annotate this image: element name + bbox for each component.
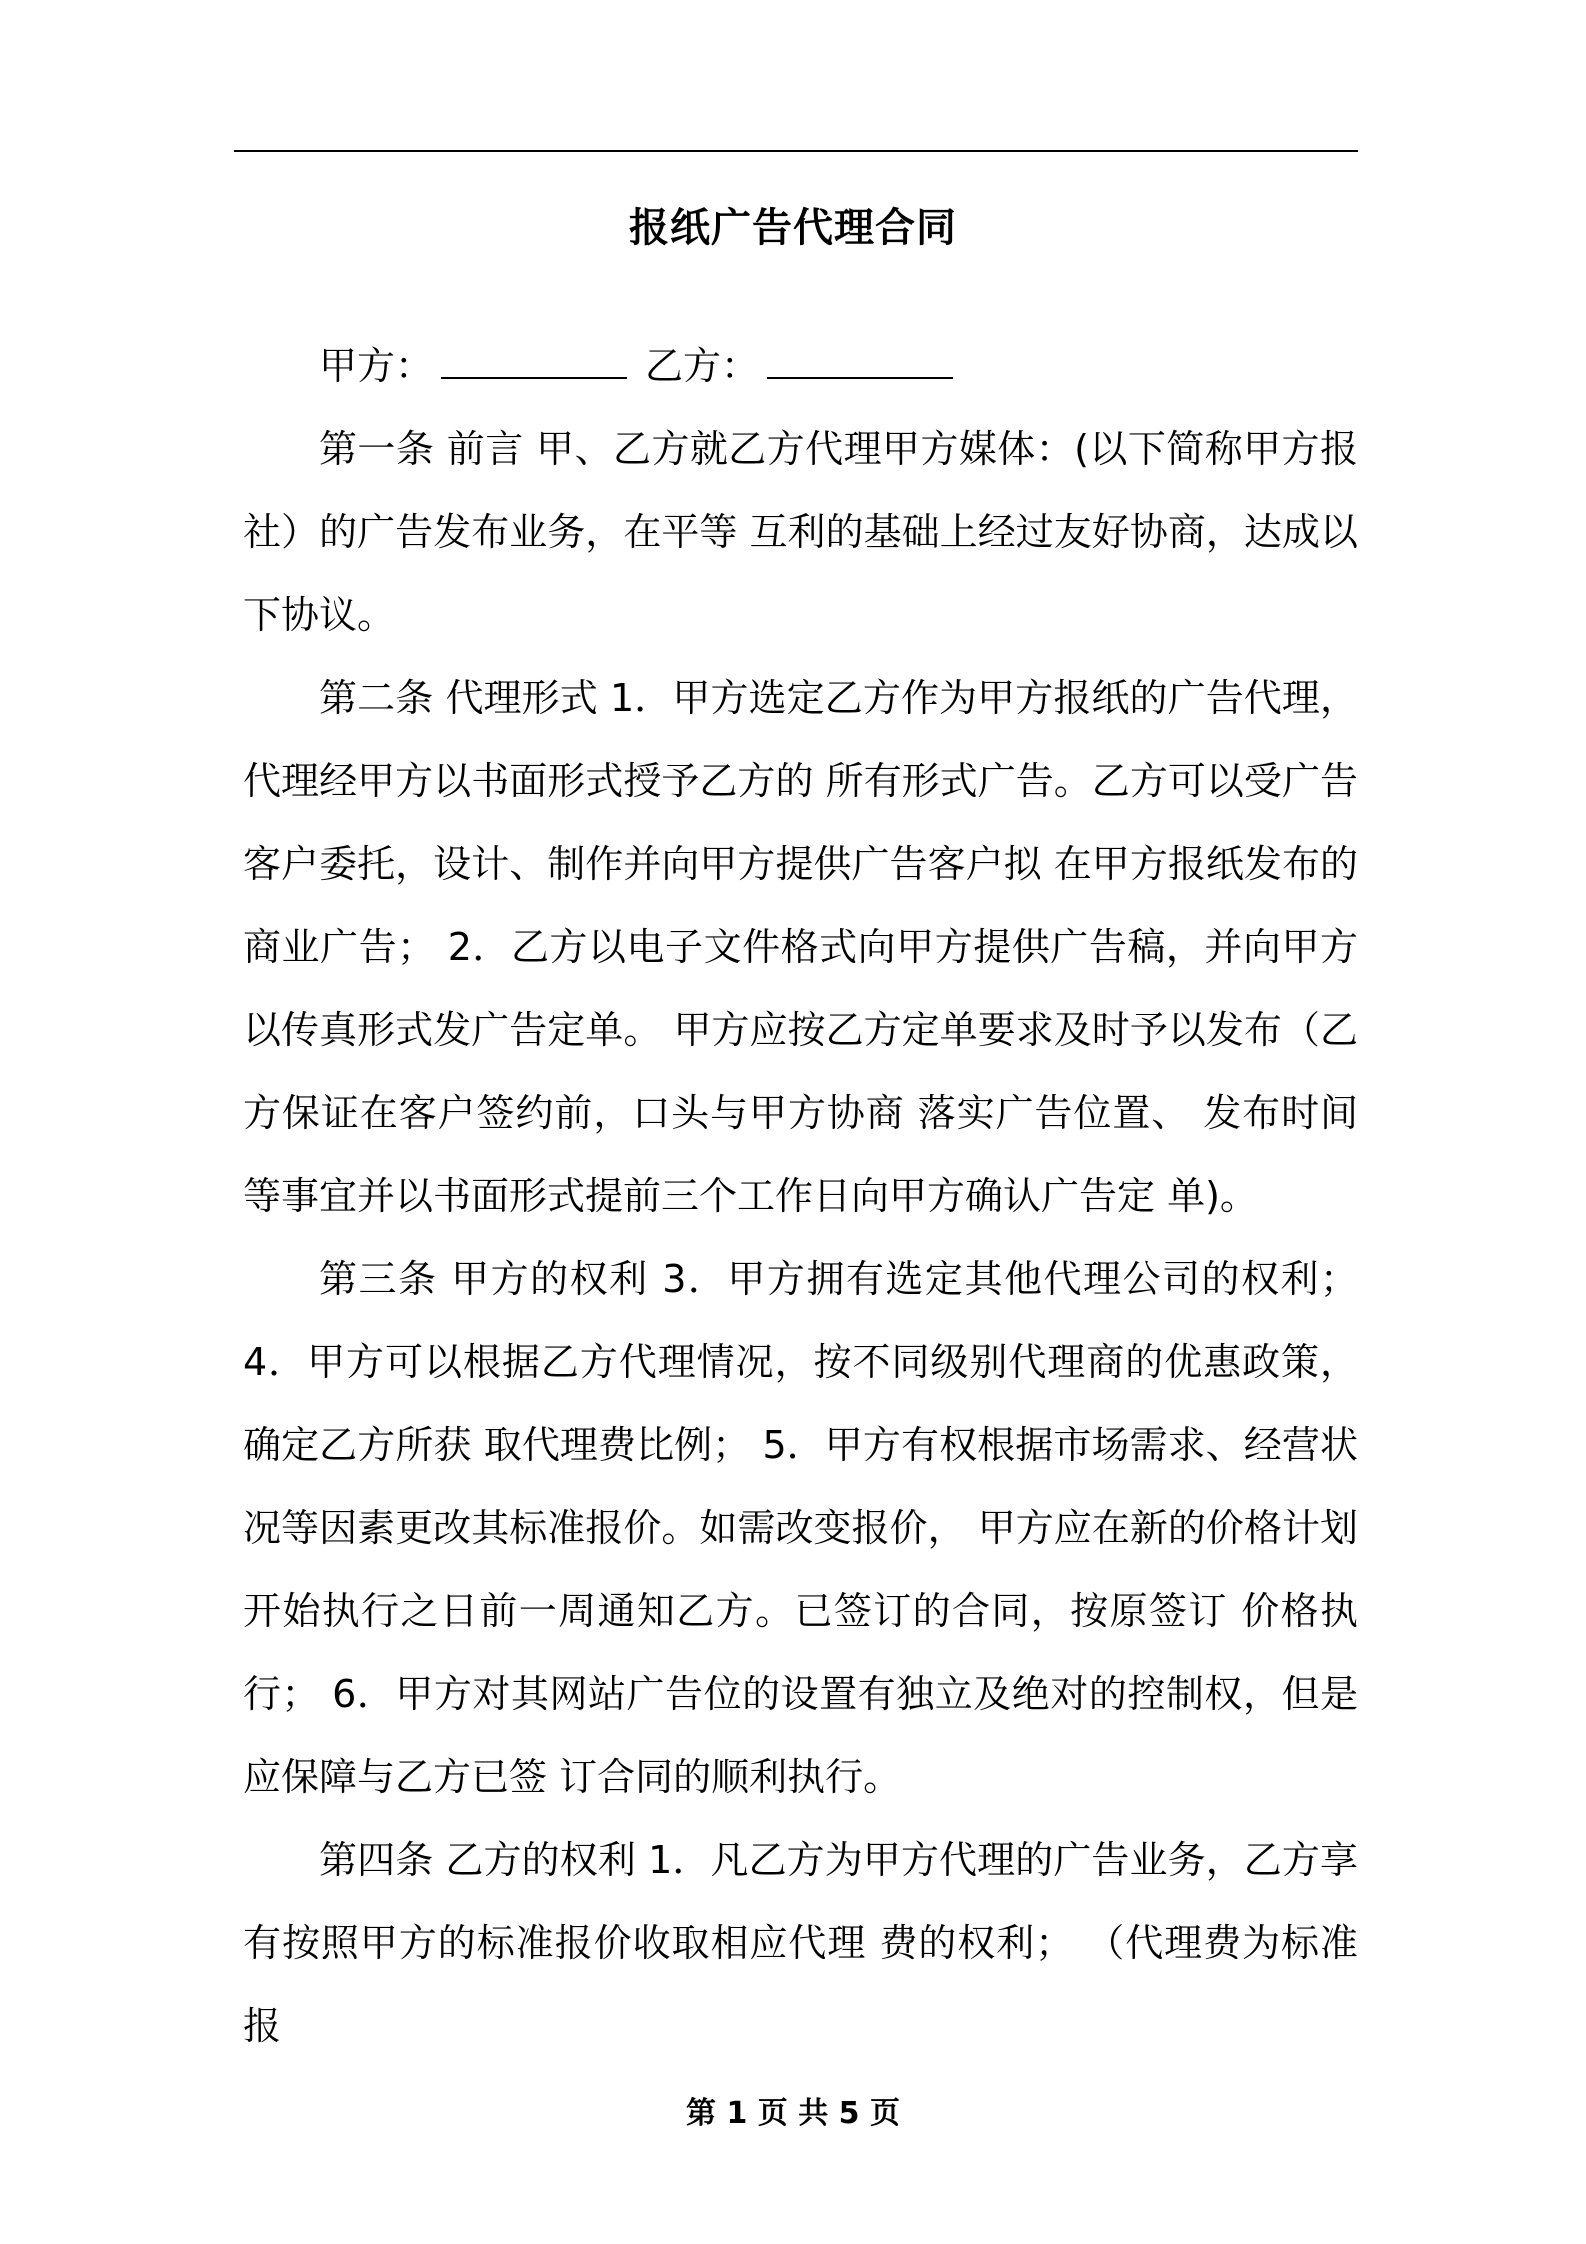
party-b-blank: [767, 331, 953, 379]
party-a-label: 甲方：: [319, 344, 434, 388]
header-rule: [234, 150, 1358, 152]
party-a-blank: [441, 331, 627, 379]
page-number-footer: 第 1 页 共 5 页: [686, 2096, 900, 2131]
document-title: 报纸广告代理合同: [629, 205, 957, 251]
document-body: [243, 325, 1358, 2068]
article-4-paragraph: 第四条 乙方的权利 1．凡乙方为甲方代理的广告业务，乙方享有按照甲方的标准报价收取相应代理 费的权利； （代理费为标准报: [243, 1838, 1358, 2048]
party-b-label: 乙方：: [645, 344, 760, 388]
article-1-paragraph: 第一条 前言 甲、乙方就乙方代理甲方媒体：(以下简称甲方报社）的广告发布业务，在平等 互利的基础上经过友好协商，达成以下协议。: [243, 427, 1358, 637]
parties-line: [243, 325, 1358, 408]
article-2-paragraph: 第二条 代理形式 1．甲方选定乙方作为甲方报纸的广告代理，代理经甲方以书面形式授予乙方的 所有形式广告。乙方可以受广告客户委托，设计、制作并向甲方提供广告客户拟 在甲方报纸发布的商业广告； 2．乙方以电子文件格式向甲方提供广告稿，并向甲方以传真形式发广告定单。 甲方应按乙方定单要求及时予以发布（乙方保证在客户签约前，口头与甲方协商 落实广告位置、 发布时间等事宜并以书面形式提前三个工作日向甲方确认广告定 单)。: [243, 676, 1358, 1218]
article-3-paragraph: 第三条 甲方的权利 3．甲方拥有选定其他代理公司的权利； 4．甲方可以根据乙方代理情况，按不同级别代理商的优惠政策，确定乙方所获 取代理费比例； 5．甲方有权根据市场需求、经营状况等因素更改其标准报价。如需改变报价， 甲方应在新的价格计划开始执行之日前一周通知乙方。已签订的合同，按原签订 价格执行； 6．甲方对其网站广告位的设置有独立及绝对的控制权，但是应保障与乙方已签 订合同的顺利执行。: [243, 1257, 1358, 1799]
